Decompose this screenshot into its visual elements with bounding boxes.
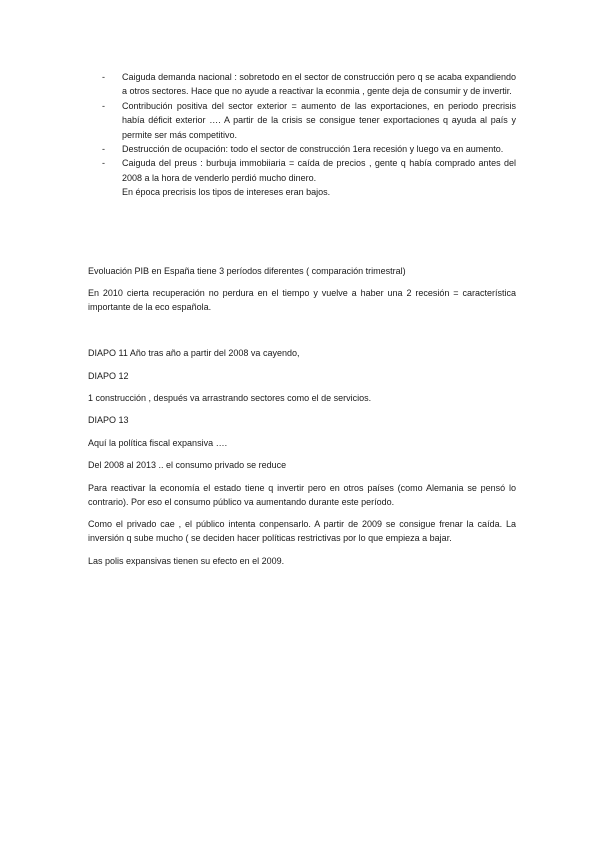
bullet-dash: - <box>102 144 105 155</box>
bullet-text: Contribución positiva del sector exterior = aumento de las exportaciones, en periodo precrisis había déficit exterior …. A partir de la crisis se consigue tener exportaciones q ayuda al país y permite ser más competitivo. <box>122 100 516 140</box>
paragraph-reactivation: Para reactivar la economía el estado tiene q invertir pero en otros países (como Alemania se pensó lo contrario). Por eso el consumo público va aumentando durante este período. <box>88 483 516 508</box>
paragraph-expansive: Las polis expansivas tienen su efecto en el 2009. <box>88 556 285 566</box>
bullet-text: Caiguda del preus : burbuja immobiiaria = caída de precios , gente q había comprado antes del 2008 a la hora de venderlo perdió mucho dinero. <box>122 158 516 183</box>
bullet-list <box>88 70 516 200</box>
bullet-dash: - <box>102 100 105 111</box>
bullet-dash: - <box>102 72 105 82</box>
list-item <box>88 156 516 199</box>
list-item <box>88 99 516 142</box>
list-item <box>88 142 516 156</box>
paragraph-recovery: En 2010 cierta recuperación no perdura en el tiempo y vuelve a haber una 2 recesión = característica importante de la eco española. <box>88 288 516 313</box>
bullet-continuation: En época precrisis los tipos de intereses eran bajos. <box>122 187 331 198</box>
paragraph-diapo-11: DIAPO 11 Año tras año a partir del 2008 va cayendo, <box>88 348 300 358</box>
paragraph-fiscal: Aquí la política fiscal expansiva …. <box>88 438 228 448</box>
bullet-dash: - <box>102 158 105 169</box>
paragraph-pib: Evoluación PIB en España tiene 3 períodos diferentes ( comparación trimestral) <box>88 266 406 276</box>
paragraph-compensation: Como el privado cae , el público intenta conpensarlo. A partir de 2009 se consigue frenar la caída. La inversión q sube mucho ( se deciden hacer políticas restrictivas por lo que empieza a bajar. <box>88 519 516 544</box>
paragraph-diapo-13: DIAPO 13 <box>88 415 129 425</box>
list-item <box>88 70 516 99</box>
bullet-text: Caiguda demanda nacional : sobretodo en el sector de construcción pero q se acaba expandiendo a otros sectores. Hace que no ayude a reactivar la econmia , gente deja de consumir y de invertir. <box>122 72 516 97</box>
paragraph-diapo-12: DIAPO 12 <box>88 371 129 381</box>
paragraph-construction: 1 construcción , después va arrastrando sectores como el de servicios. <box>88 393 372 403</box>
bullet-text: Destrucción de ocupación: todo el sector de construcción 1era recesión y luego va en aumento. <box>122 144 504 155</box>
paragraph-consumption: Del 2008 al 2013 .. el consumo privado se reduce <box>88 460 287 470</box>
